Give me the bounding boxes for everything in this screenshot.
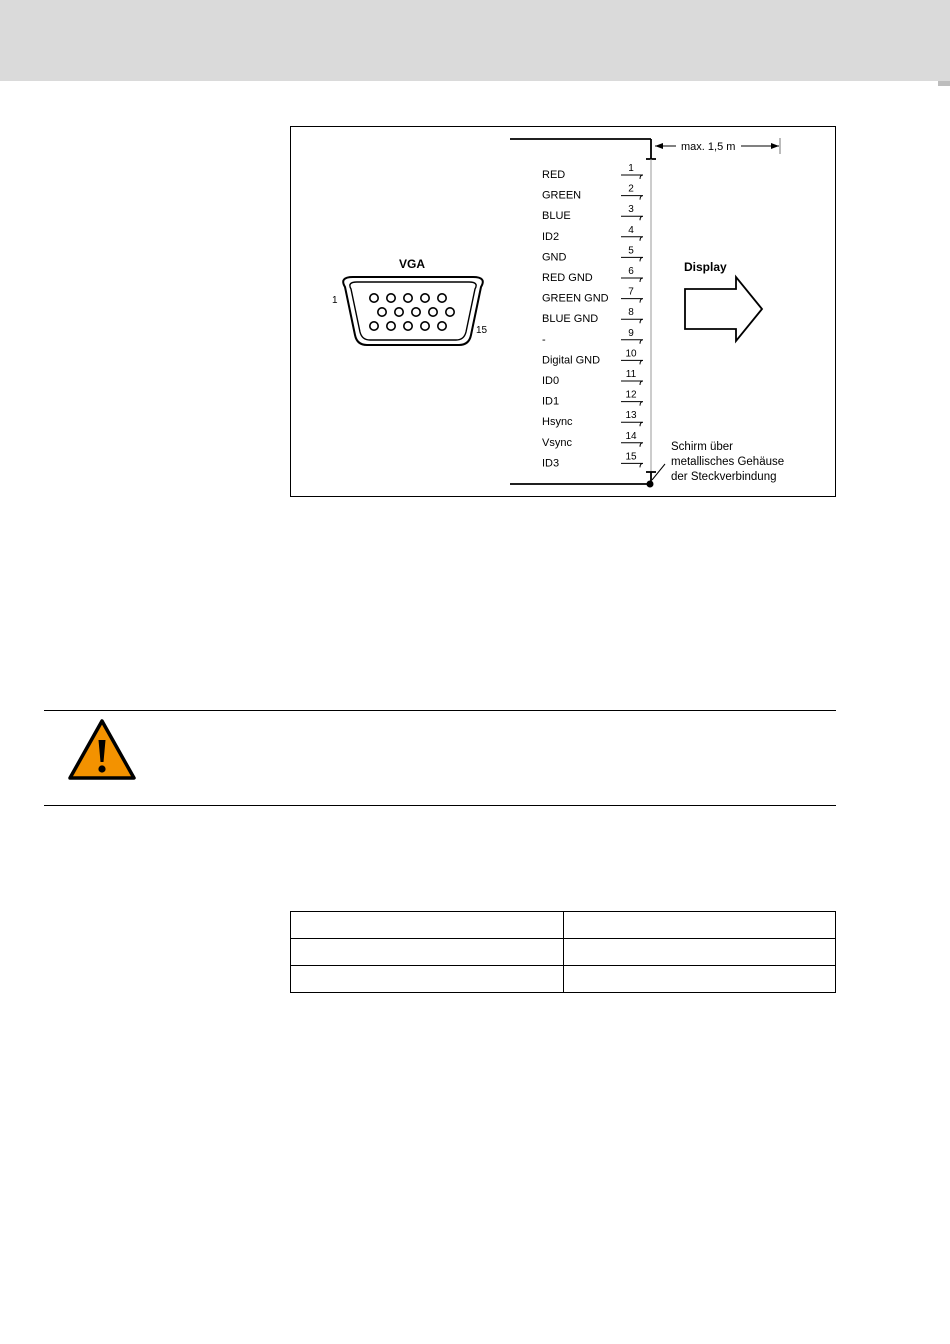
connector-title: VGA <box>399 257 426 271</box>
table-cell <box>291 966 564 993</box>
vga-connector-shell-inner <box>350 282 476 340</box>
pin-hole <box>404 294 412 302</box>
pin-contact <box>621 402 643 406</box>
pin-number: 13 <box>625 410 637 422</box>
signal-label: Hsync <box>542 416 573 429</box>
signal-label: ID3 <box>542 457 560 470</box>
pin-contact <box>621 196 643 200</box>
pin-number: 11 <box>625 369 637 380</box>
pin-number: 3 <box>628 204 634 216</box>
signal-label: RED GND <box>542 272 593 284</box>
warning-bottom-rule <box>44 805 836 806</box>
pin-hole <box>412 308 420 316</box>
signal-label: BLUE GND <box>542 313 599 326</box>
pin-number: 12 <box>625 389 637 401</box>
pin-contact <box>621 299 643 303</box>
table-row <box>291 939 836 966</box>
signal-label: ID2 <box>542 230 560 243</box>
pin-contact <box>621 463 643 467</box>
page-header-band <box>0 0 950 81</box>
table-cell <box>291 912 564 939</box>
table-cell <box>291 939 564 966</box>
dimension-arrow-left <box>655 143 663 149</box>
pin-number: 2 <box>628 183 634 195</box>
display-arrow <box>685 277 762 341</box>
pin-number: 15 <box>625 451 637 463</box>
signal-label: GREEN <box>542 189 582 202</box>
pin-contact <box>621 360 643 364</box>
shield-note-line-2: metallisches Gehäuse <box>671 456 785 468</box>
signal-label: GND <box>542 251 567 264</box>
table-cell <box>564 912 836 939</box>
pin-contact <box>621 443 643 447</box>
pin-number: 4 <box>628 224 634 236</box>
warning-top-rule <box>44 710 836 711</box>
diagram-canvas <box>291 127 836 497</box>
pin-hole <box>438 322 446 330</box>
vga-pinout-diagram <box>290 126 836 497</box>
signal-label: Digital GND <box>542 354 601 367</box>
spec-table <box>290 911 836 993</box>
pin-contact <box>621 381 643 385</box>
pin-last-label: 15 <box>476 325 488 336</box>
shield-ground-dot <box>647 481 654 488</box>
vga-pin-holes <box>370 294 454 330</box>
pin-contact <box>621 175 643 179</box>
signal-label: ID0 <box>542 375 560 387</box>
signal-label: RED <box>542 169 566 181</box>
pin-hole <box>378 308 386 316</box>
signal-label: GREEN GND <box>542 292 609 305</box>
pin-number: 10 <box>625 348 637 360</box>
pin-hole <box>387 294 395 302</box>
pin-hole <box>370 294 378 302</box>
pin-hole <box>438 294 446 302</box>
pin-contact <box>621 216 643 220</box>
pin-contact <box>621 278 643 282</box>
pin-contact <box>621 340 643 344</box>
pin-number: 9 <box>628 327 634 339</box>
pin-hole <box>421 322 429 330</box>
table-cell <box>564 939 836 966</box>
signal-label: Vsync <box>542 436 572 449</box>
pin-hole <box>446 308 454 316</box>
shield-note-line-3: der Steckverbindung <box>671 471 777 483</box>
table-row <box>291 912 836 939</box>
pin-contact <box>621 319 643 323</box>
pin-hole <box>370 322 378 330</box>
table-cell <box>564 966 836 993</box>
display-label: Display <box>684 260 727 274</box>
pin-contact <box>621 257 643 261</box>
pin-contact <box>621 422 643 426</box>
pin-hole <box>404 322 412 330</box>
cable-length-label: max. 1,5 m <box>681 141 736 153</box>
pin-first-label: 1 <box>332 295 338 306</box>
signal-label: BLUE <box>542 210 571 223</box>
dimension-arrow-right <box>771 143 779 149</box>
pin-hole <box>395 308 403 316</box>
signal-label: - <box>542 333 546 346</box>
table-row <box>291 966 836 993</box>
pin-contact <box>621 237 643 241</box>
shield-note-line-1: Schirm über <box>671 441 733 453</box>
pin-number: 7 <box>628 286 634 298</box>
pin-number: 8 <box>628 307 634 319</box>
pin-hole <box>421 294 429 302</box>
signal-label: ID1 <box>542 395 560 408</box>
pin-number: 5 <box>628 245 634 257</box>
vga-connector-shell-outer <box>343 277 483 345</box>
signal-list <box>542 163 643 469</box>
pin-number: 1 <box>628 163 634 174</box>
header-corner-mark <box>938 81 950 86</box>
pin-hole <box>387 322 395 330</box>
pin-number: 6 <box>628 266 634 277</box>
pin-hole <box>429 308 437 316</box>
warning-triangle-icon <box>67 718 137 781</box>
pin-number: 14 <box>625 430 637 442</box>
